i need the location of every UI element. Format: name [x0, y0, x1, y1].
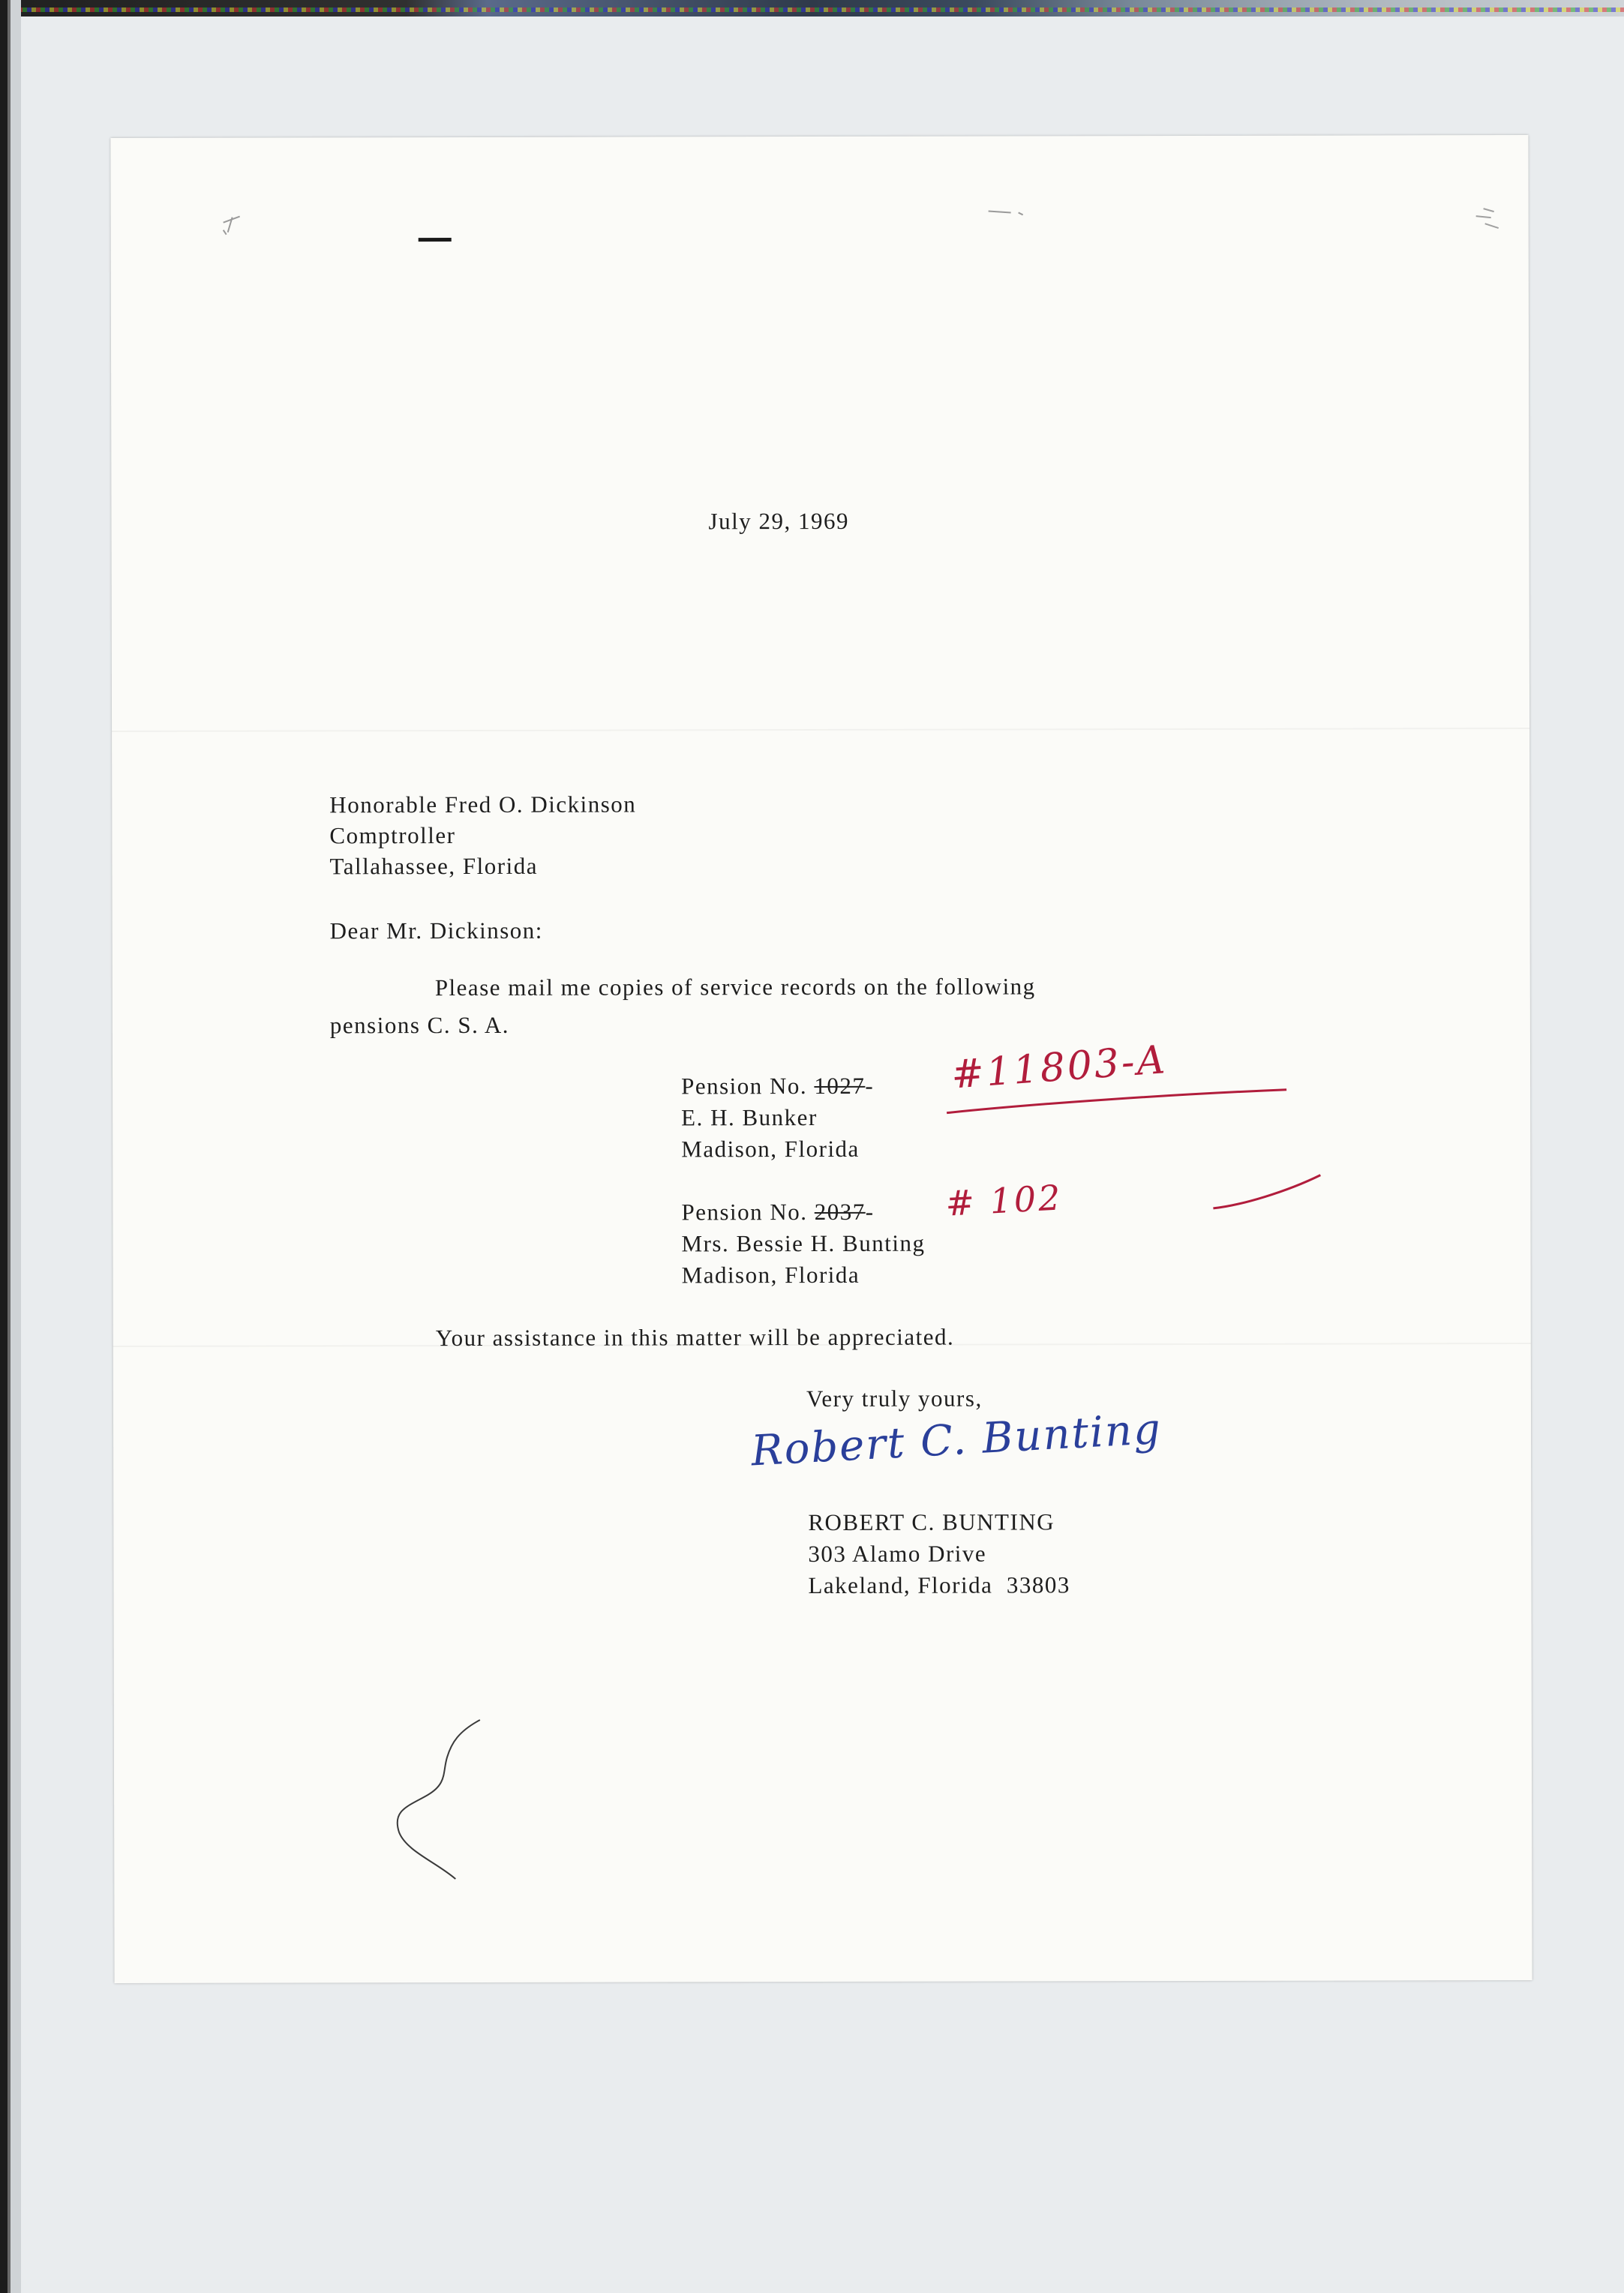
- pension-1-original-number: 1027: [814, 1072, 866, 1100]
- staple-marks: [201, 194, 1506, 272]
- pension-2-city: Madison, Florida: [681, 1261, 860, 1289]
- pension-1-city: Madison, Florida: [681, 1135, 860, 1163]
- paper-fold-line: [112, 728, 1529, 732]
- scanner-color-strip: [0, 8, 1624, 12]
- sender-address: 303 Alamo Drive: [808, 1540, 987, 1568]
- pencil-squiggle-mark: [369, 1712, 520, 1900]
- closing-line: Your assistance in this matter will be appreciated.: [435, 1323, 955, 1352]
- pension-1-label: Pension No.: [681, 1073, 808, 1100]
- letter-sheet: [110, 135, 1532, 1983]
- recipient-title: Comptroller: [329, 822, 456, 849]
- pension-1-name: E. H. Bunker: [681, 1104, 818, 1131]
- scanner-left-edge: [0, 0, 21, 2293]
- letter-date: July 29, 1969: [708, 507, 849, 535]
- body-line-1: Please mail me copies of service records on the following: [434, 973, 1036, 1001]
- pension-1-line: Pension No. 1027-: [681, 1072, 875, 1100]
- valediction: Very truly yours,: [806, 1385, 983, 1412]
- scanner-top-edge: [0, 0, 1624, 17]
- recipient-name: Honorable Fred O. Dickinson: [329, 791, 637, 818]
- sender-city: Lakeland, Florida 33803: [808, 1571, 1070, 1599]
- sender-name: ROBERT C. BUNTING: [808, 1508, 1055, 1536]
- red-underline-mark: [945, 1081, 1290, 1119]
- pension-2-line: Pension No. 2037-: [681, 1198, 875, 1226]
- pension-1-handwritten-number: #11803-A: [950, 1037, 1169, 1098]
- red-check-mark: [1211, 1169, 1324, 1214]
- dash-mark: [419, 238, 452, 242]
- pension-2-name: Mrs. Bessie H. Bunting: [681, 1229, 926, 1257]
- pension-2-handwritten-number: # 102: [944, 1177, 1064, 1224]
- salutation: Dear Mr. Dickinson:: [329, 917, 543, 944]
- pension-2-original-number: 2037: [814, 1198, 866, 1226]
- body-line-2: pensions C. S. A.: [329, 1011, 510, 1039]
- pension-2-label: Pension No.: [681, 1199, 808, 1226]
- recipient-city: Tallahassee, Florida: [329, 852, 538, 880]
- handwritten-signature: Robert C. Bunting: [749, 1404, 1163, 1476]
